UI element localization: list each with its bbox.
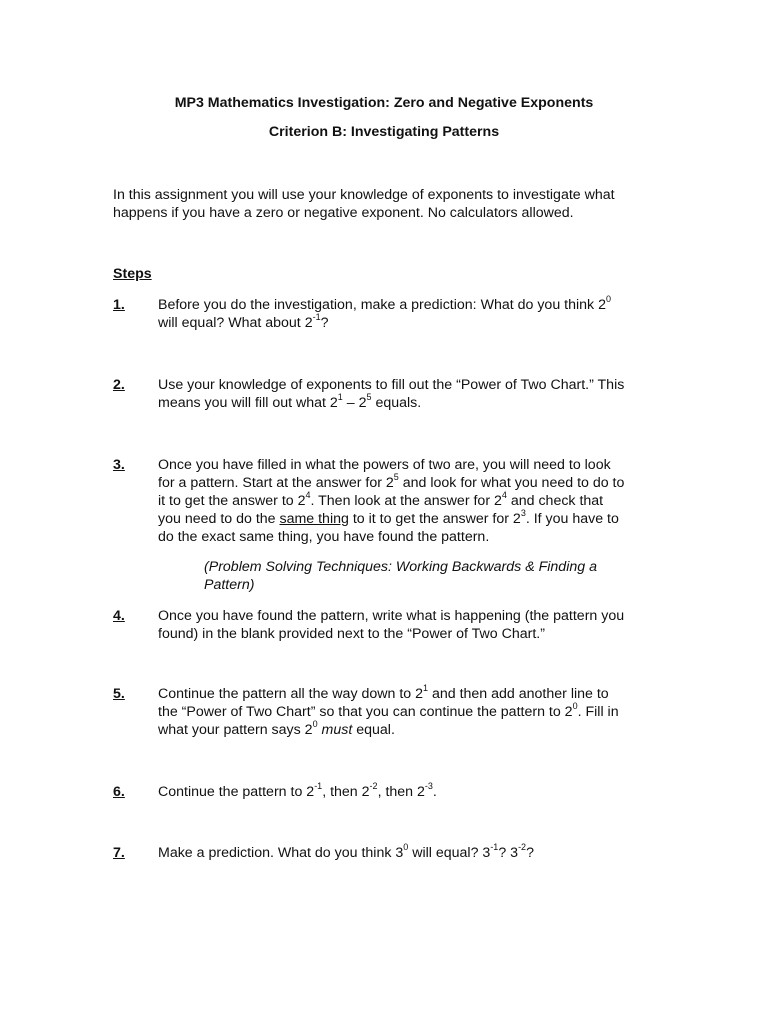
step-5-number: 5. xyxy=(113,686,125,702)
step-7-text-d: ? xyxy=(526,845,534,861)
step-3-exponent: 5 xyxy=(393,472,399,483)
step-2-number: 2. xyxy=(113,377,125,393)
step-2-exponent: 1 xyxy=(337,392,343,403)
step-3-underlined-phrase: same thing xyxy=(279,511,349,527)
step-5-line-3-end: equal. xyxy=(352,722,395,738)
step-3-line-2-end: and look for what you need to do to xyxy=(398,475,625,491)
step-6-text-a: Continue the pattern to 2 xyxy=(158,784,315,800)
step-7-number: 7. xyxy=(113,845,125,861)
intro-line-1: In this assignment you will use your knowledge of exponents to investigate what xyxy=(113,187,615,203)
step-6-text xyxy=(158,783,658,801)
document-subtitle: Criterion B: Investigating Patterns xyxy=(268,124,500,140)
step-3-exponent: 3 xyxy=(520,508,526,519)
step-3-exponent: 4 xyxy=(305,490,311,501)
step-5-line-2-end: . Fill in xyxy=(577,704,619,720)
step-2-dash: – 2 xyxy=(342,395,367,411)
step-7-exponent: 0 xyxy=(403,842,409,853)
step-3-line-2: for a pattern. Start at the answer for 2 xyxy=(158,475,394,491)
step-1-line-2-end: ? xyxy=(320,315,329,331)
step-6-number: 6. xyxy=(113,784,125,800)
step-5-line-2: the “Power of Two Chart” so that you can continue the pattern to 2 xyxy=(158,704,573,720)
step-1-exponent: 0 xyxy=(605,294,611,305)
step-5-italic-word: must xyxy=(321,722,353,738)
step-2-exponent: 5 xyxy=(366,392,372,403)
step-3-note-line-2: Pattern) xyxy=(204,577,255,593)
step-6-text-b: , then 2 xyxy=(322,784,370,800)
step-3-line-4-end: . If you have to xyxy=(525,511,619,527)
step-7-exponent: -2 xyxy=(518,842,527,853)
step-7-text xyxy=(158,844,658,862)
step-5-exponent: 0 xyxy=(572,701,578,712)
step-7-text-c: ? 3 xyxy=(498,845,519,861)
step-1-number: 1. xyxy=(113,297,125,313)
step-4-line-2: found) in the blank provided next to the “Power of Two Chart.” xyxy=(158,626,545,642)
step-2-line-2-end: equals. xyxy=(371,395,422,411)
step-1-line-2: will equal? What about 2 xyxy=(158,315,313,331)
step-4-text xyxy=(158,607,658,643)
step-1-text xyxy=(158,296,658,332)
step-3-note-line-1: (Problem Solving Techniques: Working Backwards & Finding a xyxy=(204,559,597,575)
step-5-line-1: Continue the pattern all the way down to 2 xyxy=(158,686,424,702)
step-7-exponent: -1 xyxy=(490,842,499,853)
step-1-exponent: -1 xyxy=(312,312,321,323)
step-3-line-3-end: and check that xyxy=(506,493,604,509)
step-2-line-2: means you will fill out what 2 xyxy=(158,395,338,411)
step-5-exponent: 1 xyxy=(423,683,429,694)
step-6-text-d: . xyxy=(432,784,437,800)
step-3-exponent: 4 xyxy=(501,490,507,501)
step-3-line-4-mid: to it to get the answer for 2 xyxy=(348,511,521,527)
step-2-text xyxy=(158,376,658,412)
step-5-line-1-end: and then add another line to xyxy=(428,686,609,702)
step-3-line-3: it to get the answer to 2 xyxy=(158,493,306,509)
step-5-exponent: 0 xyxy=(312,719,318,730)
step-6-exponent: -1 xyxy=(314,781,323,792)
step-6-exponent: -3 xyxy=(424,781,433,792)
step-1-line-1: Before you do the investigation, make a prediction: What do you think 2 xyxy=(158,297,606,313)
intro-line-2: happens if you have a zero or negative exponent. No calculators allowed. xyxy=(113,205,574,221)
step-5-text xyxy=(158,685,658,739)
step-7-text-a: Make a prediction. What do you think 3 xyxy=(158,845,404,861)
step-4-number: 4. xyxy=(113,608,125,624)
document-title: MP3 Mathematics Investigation: Zero and Negative Exponents xyxy=(174,95,594,111)
step-3-line-5: do the exact same thing, you have found the pattern. xyxy=(158,529,490,545)
step-3-note xyxy=(204,558,644,594)
step-3-line-4: you need to do the xyxy=(158,511,280,527)
step-6-exponent: -2 xyxy=(369,781,378,792)
step-5-line-3: what your pattern says 2 xyxy=(158,722,313,738)
step-2-line-1: Use your knowledge of exponents to fill out the “Power of Two Chart.” This xyxy=(158,377,625,393)
step-6-text-c: , then 2 xyxy=(377,784,425,800)
step-7-text-b: will equal? 3 xyxy=(408,845,491,861)
step-3-line-3-mid: . Then look at the answer for 2 xyxy=(310,493,502,509)
step-4-line-1: Once you have found the pattern, write what is happening (the pattern you xyxy=(158,608,625,624)
step-3-text xyxy=(158,456,658,546)
steps-heading: Steps xyxy=(113,266,152,282)
step-3-number: 3. xyxy=(113,457,125,473)
intro-paragraph xyxy=(113,186,653,222)
step-3-line-1: Once you have filled in what the powers of two are, you will need to look xyxy=(158,457,611,473)
